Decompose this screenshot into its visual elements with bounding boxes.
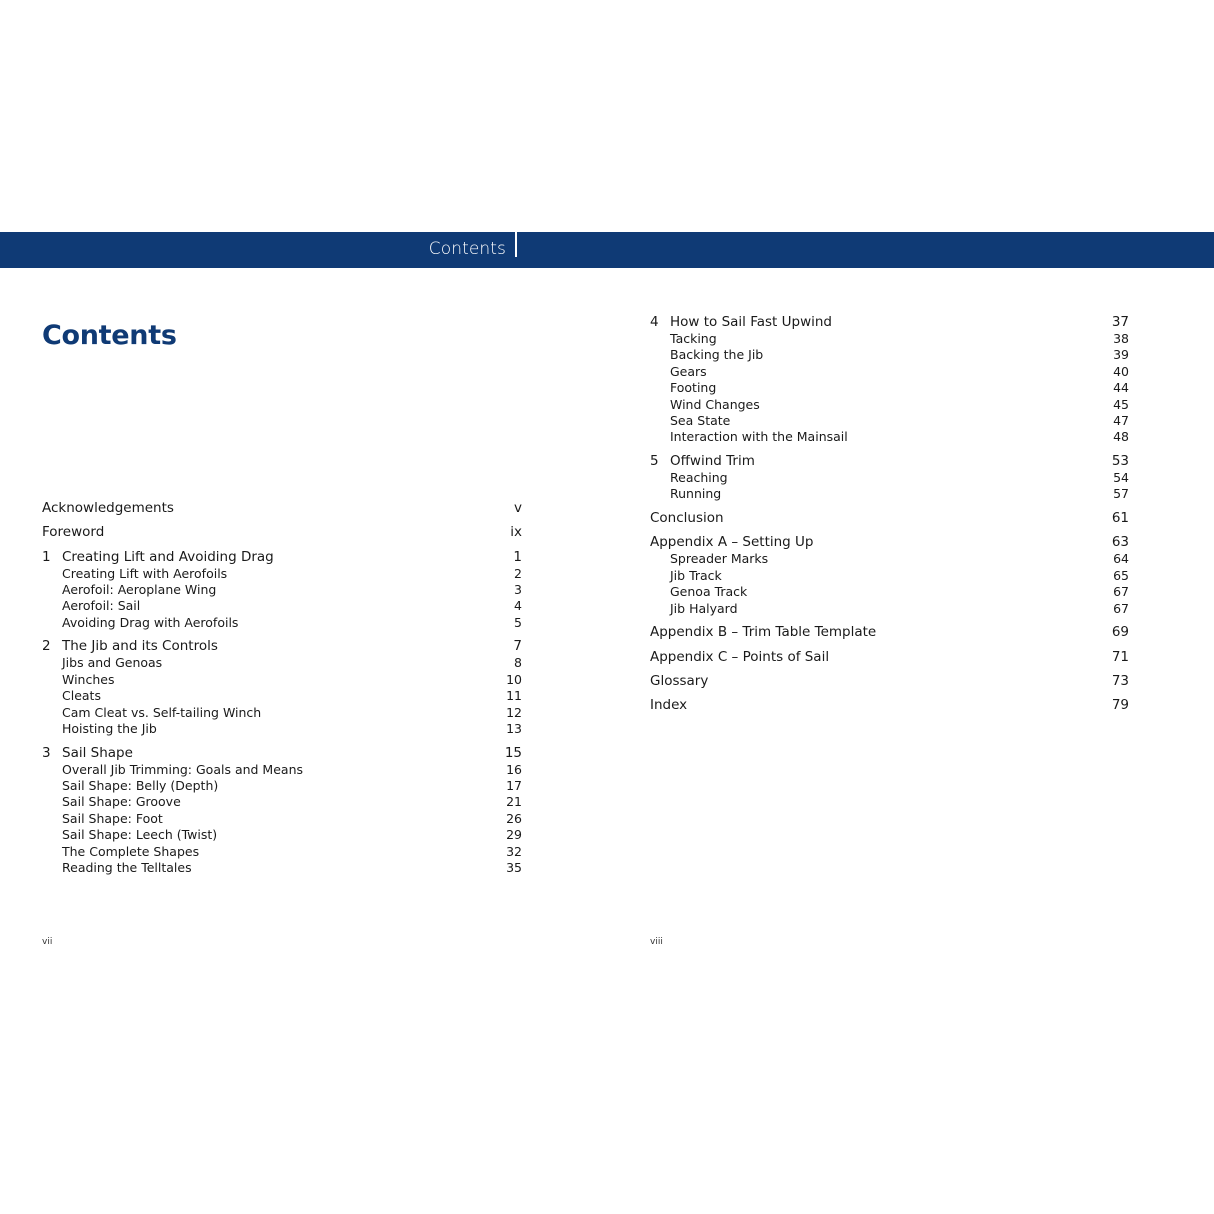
toc-page-number: 29	[506, 827, 522, 843]
toc-entry-label: Winches	[62, 671, 115, 687]
page-title: Contents	[42, 320, 177, 351]
toc-page-number: 26	[506, 810, 522, 826]
toc-entry-label: Index	[650, 697, 688, 714]
toc-page-number: 65	[1113, 567, 1129, 583]
toc-section-entry[interactable]	[650, 331, 1129, 347]
toc-page-number: 47	[1113, 412, 1129, 428]
toc-entry-title	[42, 721, 157, 737]
toc-page-number: 32	[506, 843, 522, 859]
toc-page-number: 11	[506, 688, 522, 704]
toc-page-number: 4	[514, 598, 522, 614]
toc-page-number: 16	[506, 761, 522, 777]
toc-entry-label: Creating Lift and Avoiding Drag	[62, 548, 274, 565]
toc-entry-title	[42, 524, 104, 541]
toc-page-number: 2	[514, 565, 522, 581]
chapter-number: 4	[650, 314, 659, 330]
toc-section-entry[interactable]	[42, 827, 522, 843]
chapter-number: 2	[42, 638, 51, 655]
toc-section-entry[interactable]	[42, 688, 522, 704]
toc-page-number: 15	[504, 744, 522, 761]
toc-entry-label: Appendix A – Setting Up	[650, 534, 814, 551]
toc-entry-label: Hoisting the Jib	[62, 721, 157, 737]
toc-group	[650, 510, 1129, 527]
toc-page-number: v	[514, 500, 522, 516]
toc-entry-title	[42, 566, 227, 582]
toc-chapter-entry[interactable]	[650, 510, 1129, 527]
toc-entry-label: Running	[670, 486, 722, 502]
toc-entry-title	[650, 453, 755, 470]
toc-entry-title	[650, 673, 708, 690]
toc-entry-label: Sail Shape: Groove	[62, 794, 181, 810]
toc-page-number: 67	[1113, 600, 1129, 616]
toc-chapter-entry[interactable]	[650, 624, 1129, 641]
toc-entry-title	[42, 844, 199, 860]
toc-entry-title	[650, 429, 848, 445]
toc-entry-label: Cleats	[62, 688, 101, 704]
toc-page-number: 54	[1113, 470, 1129, 486]
toc-chapter-entry[interactable]	[42, 638, 522, 655]
toc-entry-title	[42, 672, 114, 688]
toc-entry-title	[42, 705, 261, 721]
toc-page-number: 13	[506, 721, 522, 737]
toc-entry-title	[42, 860, 192, 876]
toc-group	[650, 697, 1129, 714]
toc-chapter-entry[interactable]	[650, 697, 1129, 714]
toc-entry-label: How to Sail Fast Upwind	[670, 314, 833, 330]
chapter-number: 5	[650, 453, 659, 470]
toc-section-entry[interactable]	[42, 844, 522, 860]
toc-entry-title	[42, 655, 162, 671]
toc-chapter-entry[interactable]	[650, 314, 1129, 331]
toc-page-number: 57	[1113, 486, 1129, 502]
toc-chapter-entry[interactable]	[650, 649, 1129, 666]
toc-entry-title	[650, 364, 707, 380]
toc-entry-label: Overall Jib Trimming: Goals and Means	[62, 761, 304, 777]
toc-section-entry[interactable]	[42, 615, 522, 631]
toc-entry-label: Footing	[670, 380, 717, 396]
toc-chapter-entry[interactable]	[650, 534, 1129, 551]
toc-section-entry[interactable]	[42, 705, 522, 721]
toc-chapter-entry[interactable]	[42, 745, 522, 762]
toc-page-number: 45	[1113, 396, 1129, 412]
toc-page-number: 40	[1113, 363, 1129, 379]
toc-entry-title	[42, 582, 216, 598]
toc-entry-title	[42, 811, 163, 827]
toc-entry-label: Sail Shape: Foot	[62, 810, 163, 826]
toc-section-entry[interactable]	[42, 860, 522, 876]
toc-page-number: 44	[1113, 380, 1129, 396]
toc-entry-label: Foreword	[42, 524, 105, 541]
toc-right-column	[650, 314, 1129, 721]
toc-chapter-entry[interactable]	[650, 673, 1129, 690]
toc-page-number: 8	[514, 655, 522, 671]
toc-section-entry[interactable]	[650, 380, 1129, 396]
toc-section-entry[interactable]	[42, 778, 522, 794]
toc-section-entry[interactable]	[42, 655, 522, 671]
toc-section-entry[interactable]	[42, 566, 522, 582]
toc-entry-title	[42, 762, 303, 778]
toc-entry-title	[650, 510, 724, 527]
toc-entry-title	[42, 778, 218, 794]
toc-entry-title	[650, 314, 832, 331]
toc-group	[42, 500, 522, 517]
toc-entry-title	[42, 615, 238, 631]
toc-group	[650, 453, 1129, 503]
toc-entry-label: Appendix C – Points of Sail	[650, 648, 830, 665]
toc-section-entry[interactable]	[650, 397, 1129, 413]
toc-entry-title	[650, 380, 716, 396]
toc-entry-label: The Jib and its Controls	[62, 638, 218, 655]
toc-page-number: 35	[506, 860, 522, 876]
running-header-bar	[0, 232, 1214, 268]
running-header-divider	[515, 232, 517, 257]
toc-entry-title	[42, 688, 101, 704]
toc-page-number: 48	[1113, 429, 1129, 445]
toc-entry-label: Glossary	[650, 672, 709, 689]
toc-entry-title	[650, 397, 760, 413]
toc-entry-label: Sail Shape: Belly (Depth)	[62, 778, 219, 794]
toc-entry-label: Avoiding Drag with Aerofoils	[62, 614, 239, 630]
toc-section-entry[interactable]	[650, 486, 1129, 502]
toc-section-entry[interactable]	[650, 413, 1129, 429]
toc-page-number: 1	[513, 548, 522, 565]
toc-page-number: 69	[1111, 624, 1129, 641]
toc-entry-label: Appendix B – Trim Table Template	[650, 624, 877, 641]
toc-page-number: 12	[506, 704, 522, 720]
toc-page-number: 63	[1111, 534, 1129, 551]
toc-page-number: 64	[1113, 551, 1129, 567]
toc-entry-label: Reaching	[670, 470, 728, 486]
toc-left-column	[42, 500, 522, 884]
toc-entry-title	[650, 697, 687, 714]
toc-page-number: 71	[1111, 648, 1129, 665]
toc-group	[42, 524, 522, 541]
toc-entry-title	[42, 638, 218, 655]
toc-entry-label: Backing the Jib	[670, 347, 764, 363]
toc-group	[650, 624, 1129, 641]
toc-entry-title	[650, 470, 728, 486]
toc-entry-title	[650, 551, 768, 567]
toc-entry-label: Jib Track	[670, 567, 722, 583]
toc-entry-label: Interaction with the Mainsail	[670, 429, 848, 445]
toc-entry-title	[650, 347, 763, 363]
toc-chapter-entry[interactable]	[650, 453, 1129, 470]
running-header-title: Contents	[428, 239, 506, 259]
toc-section-entry[interactable]	[42, 811, 522, 827]
toc-section-entry[interactable]	[650, 584, 1129, 600]
toc-entry-label: Cam Cleat vs. Self-tailing Winch	[62, 704, 262, 720]
toc-entry-label: Genoa Track	[670, 584, 748, 600]
toc-entry-label: Reading the Telltales	[62, 860, 192, 876]
toc-page-number: 38	[1113, 331, 1129, 346]
toc-entry-label: Creating Lift with Aerofoils	[62, 565, 228, 581]
toc-page-number: 79	[1111, 697, 1129, 714]
toc-page-number: 39	[1113, 347, 1129, 363]
toc-page-number: 73	[1111, 672, 1129, 689]
toc-entry-label: Conclusion	[650, 510, 724, 527]
toc-page-number: 37	[1111, 314, 1129, 330]
toc-page-number: 3	[514, 581, 522, 597]
folio-left: vii	[42, 937, 53, 947]
toc-chapter-entry[interactable]	[42, 524, 522, 541]
chapter-number: 3	[42, 744, 51, 761]
toc-section-entry[interactable]	[650, 470, 1129, 486]
toc-entry-label: Gears	[670, 363, 707, 379]
toc-chapter-entry[interactable]	[42, 549, 522, 566]
toc-page-number: 21	[506, 794, 522, 810]
toc-page-number: 10	[506, 671, 522, 687]
toc-section-entry[interactable]	[42, 598, 522, 614]
toc-chapter-entry[interactable]	[42, 500, 522, 517]
toc-entry-title	[650, 584, 747, 600]
toc-group	[650, 649, 1129, 666]
toc-section-entry[interactable]	[650, 429, 1129, 445]
toc-entry-title	[42, 598, 140, 614]
toc-section-entry[interactable]	[42, 794, 522, 810]
toc-entry-label: Sail Shape	[62, 744, 133, 761]
toc-page-number: 61	[1111, 510, 1129, 527]
toc-entry-label: Acknowledgements	[42, 500, 174, 516]
toc-group	[42, 638, 522, 737]
toc-entry-label: Aerofoil: Aeroplane Wing	[62, 581, 217, 597]
toc-entry-label: The Complete Shapes	[62, 843, 200, 859]
toc-entry-label: Jib Halyard	[670, 600, 738, 616]
toc-group	[650, 534, 1129, 617]
toc-entry-label: Sea State	[670, 412, 731, 428]
toc-entry-title	[42, 500, 174, 517]
toc-page-number: 5	[514, 614, 522, 630]
folio-right: viii	[650, 937, 663, 947]
toc-section-entry[interactable]	[650, 364, 1129, 380]
toc-section-entry[interactable]	[42, 672, 522, 688]
toc-group	[42, 745, 522, 877]
toc-page-number: 67	[1113, 584, 1129, 600]
toc-section-entry[interactable]	[42, 582, 522, 598]
toc-entry-label: Aerofoil: Sail	[62, 598, 141, 614]
chapter-number: 1	[42, 548, 51, 565]
toc-entry-title	[42, 794, 181, 810]
toc-section-entry[interactable]	[42, 721, 522, 737]
toc-entry-title	[650, 601, 738, 617]
toc-group	[42, 549, 522, 632]
toc-section-entry[interactable]	[650, 347, 1129, 363]
toc-entry-label: Tacking	[670, 331, 717, 346]
toc-entry-title	[650, 534, 813, 551]
toc-entry-title	[650, 568, 722, 584]
toc-entry-label: Jibs and Genoas	[62, 655, 163, 671]
toc-section-entry[interactable]	[650, 601, 1129, 617]
toc-section-entry[interactable]	[42, 762, 522, 778]
toc-group	[650, 314, 1129, 446]
toc-section-entry[interactable]	[650, 551, 1129, 567]
toc-entry-label: Spreader Marks	[670, 551, 769, 567]
toc-entry-title	[650, 624, 876, 641]
toc-entry-title	[650, 331, 717, 347]
toc-entry-title	[42, 745, 133, 762]
toc-group	[650, 673, 1129, 690]
toc-entry-title	[650, 649, 829, 666]
toc-page-number: 17	[506, 778, 522, 794]
toc-page-number: 53	[1111, 453, 1129, 470]
toc-entry-title	[42, 827, 217, 843]
toc-page-number: ix	[510, 524, 522, 541]
toc-entry-title	[42, 549, 274, 566]
toc-entry-label: Sail Shape: Leech (Twist)	[62, 827, 218, 843]
toc-entry-label: Wind Changes	[670, 396, 760, 412]
toc-entry-title	[650, 486, 721, 502]
toc-section-entry[interactable]	[650, 568, 1129, 584]
toc-entry-title	[650, 413, 730, 429]
toc-entry-label: Offwind Trim	[670, 453, 755, 470]
toc-page-number: 7	[513, 638, 522, 655]
